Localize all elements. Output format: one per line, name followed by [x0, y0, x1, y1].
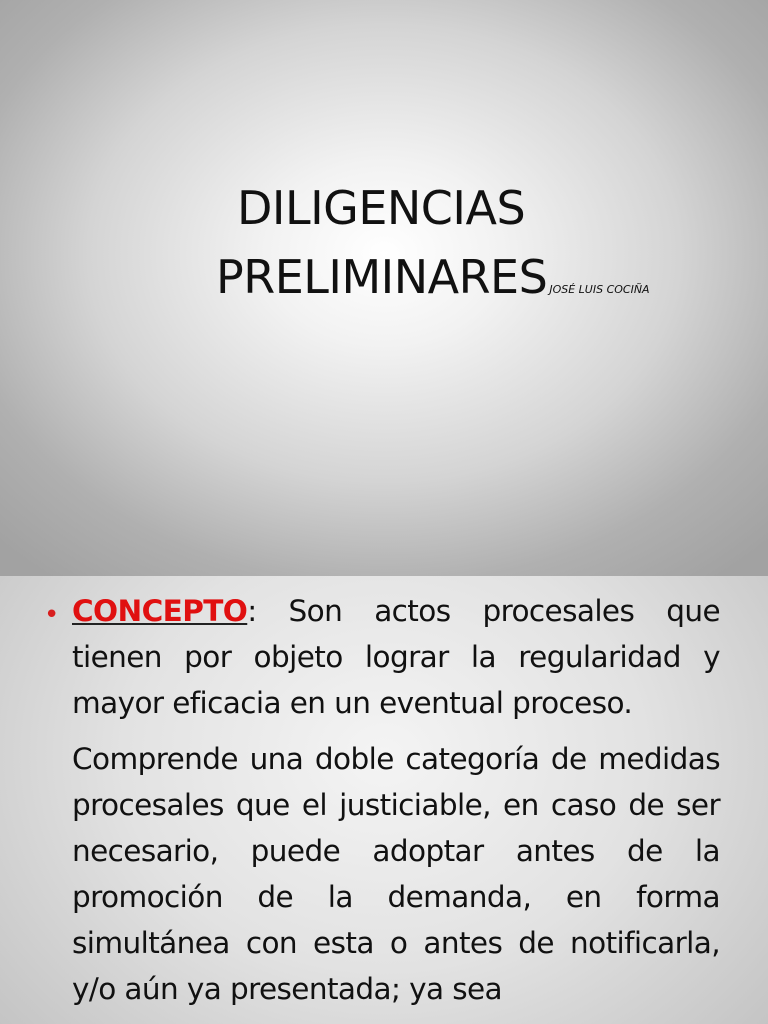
title-line-2 [216, 249, 650, 318]
title-line-1: DILIGENCIAS [237, 181, 526, 235]
concept-paragraph [72, 588, 720, 726]
content-slide [0, 576, 768, 1024]
concept-text: : Son actos procesales que tienen por objeto lograr la regularidad y mayor eficacia en un eventual proceso. [72, 594, 720, 720]
second-paragraph: Comprende una doble categoría de medidas procesales que el justiciable, en caso de ser necesario, puede adoptar antes de la promoción de la demanda, en forma simultánea con esta o antes de notificarla, y/o aún ya presentada; ya sea [72, 742, 720, 1006]
title-line-2-text: PRELIMINARES [216, 250, 548, 304]
concept-label: CONCEPTO [72, 594, 248, 628]
author-name: JOSÉ LUIS COCIÑA [549, 283, 650, 296]
bullet-icon: • [44, 600, 60, 630]
